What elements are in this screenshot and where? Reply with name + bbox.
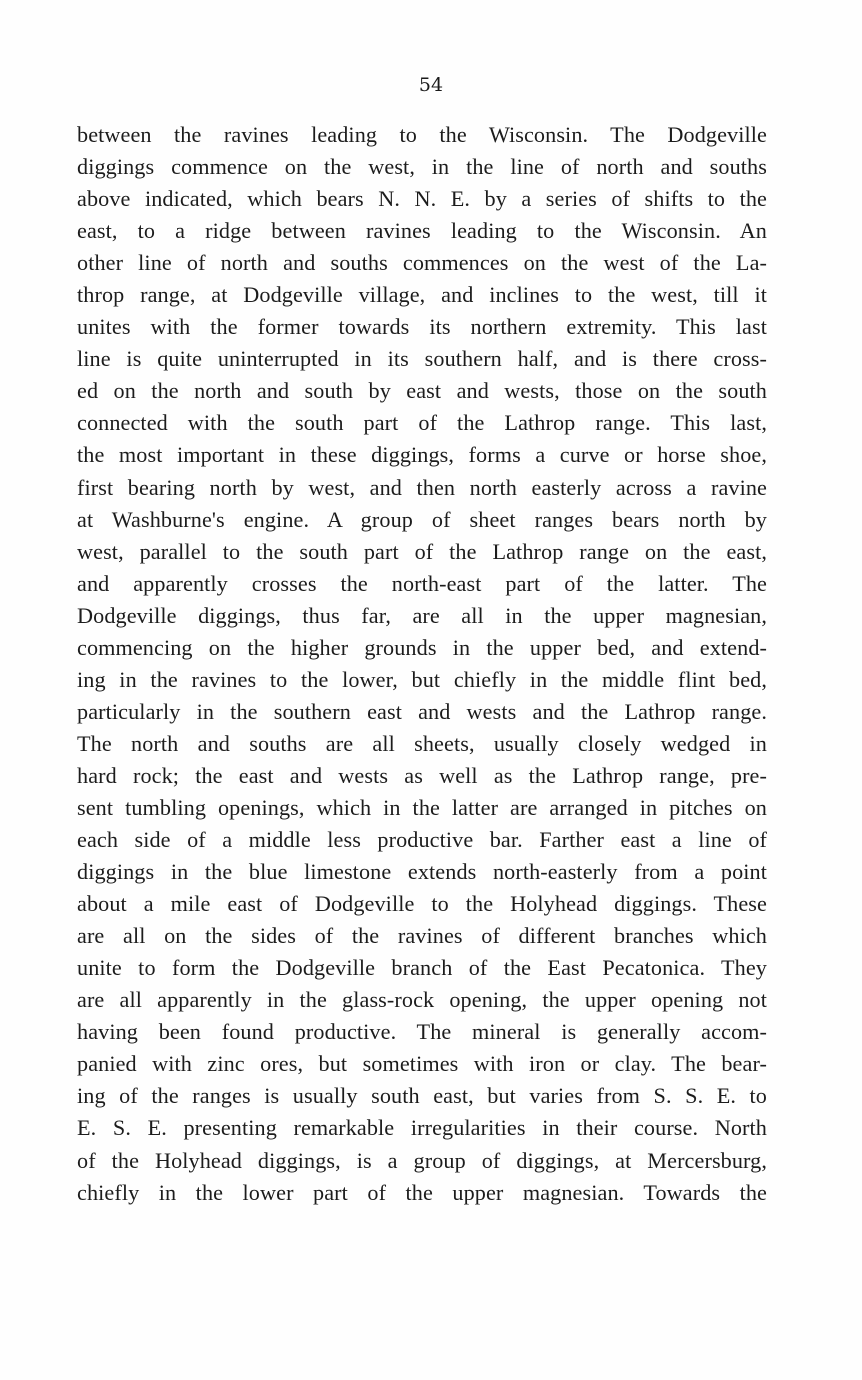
text-line: chiefly in the lower part of the upper magnesian. Towards the [77,1179,767,1205]
text-line: hard rock; the east and wests as well as the Lathrop range, pre- [77,762,767,788]
text-line: at Washburne's engine. A group of sheet ranges bears north by [77,506,767,532]
text-line: other line of north and souths commences on the west of the La- [77,250,767,276]
text-line: above indicated, which bears N. N. E. by a series of shifts to the [77,186,767,212]
text-line: west, parallel to the south part of the Lathrop range on the east, [77,538,767,564]
text-line: having been found productive. The mineral is generally accom- [77,1019,767,1045]
text-line: unite to form the Dodgeville branch of the East Pecatonica. They [77,955,767,981]
text-line: sent tumbling openings, which in the latter are arranged in pitches on [77,794,767,820]
text-line: are all apparently in the glass-rock opening, the upper opening not [77,987,767,1013]
text-line: unites with the former towards its northern extremity. This last [77,314,767,340]
text-line: first bearing north by west, and then north easterly across a ravine [77,474,767,500]
page-number: 54 [418,74,444,96]
text-line: and apparently crosses the north-east part of the latter. The [77,570,767,596]
text-line: E. S. E. presenting remarkable irregularities in their course. North [77,1115,767,1141]
text-line: ing of the ranges is usually south east, but varies from S. S. E. to [77,1083,767,1109]
text-line: commencing on the higher grounds in the upper bed, and extend- [77,634,767,660]
text-line: the most important in these diggings, forms a curve or horse shoe, [77,442,767,468]
body-text [77,119,767,1209]
text-line: diggings in the blue limestone extends north-easterly from a point [77,859,767,885]
text-line: between the ravines leading to the Wisconsin. The Dodgeville [77,122,767,147]
text-line: ing in the ravines to the lower, but chiefly in the middle flint bed, [77,666,767,692]
text-line: ed on the north and south by east and wests, those on the south [77,378,767,404]
text-line: throp range, at Dodgeville village, and inclines to the west, till it [77,282,767,308]
text-line: diggings commence on the west, in the line of north and souths [77,154,767,180]
text-line: connected with the south part of the Lathrop range. This last, [77,410,767,436]
text-line: each side of a middle less productive bar. Farther east a line of [77,827,767,853]
text-line: of the Holyhead diggings, is a group of diggings, at Mercersburg, [77,1147,767,1173]
text-line: panied with zinc ores, but sometimes with iron or clay. The bear- [77,1051,767,1077]
text-line: about a mile east of Dodgeville to the Holyhead diggings. These [77,891,767,917]
text-line: east, to a ridge between ravines leading to the Wisconsin. An [77,218,767,244]
text-line: The north and souths are all sheets, usually closely wedged in [77,730,767,756]
text-line: particularly in the southern east and wests and the Lathrop range. [77,698,767,724]
text-line: line is quite uninterrupted in its southern half, and is there cross- [77,346,767,372]
text-line: Dodgeville diggings, thus far, are all in the upper magnesian, [77,602,767,628]
text-line: are all on the sides of the ravines of different branches which [77,923,767,949]
